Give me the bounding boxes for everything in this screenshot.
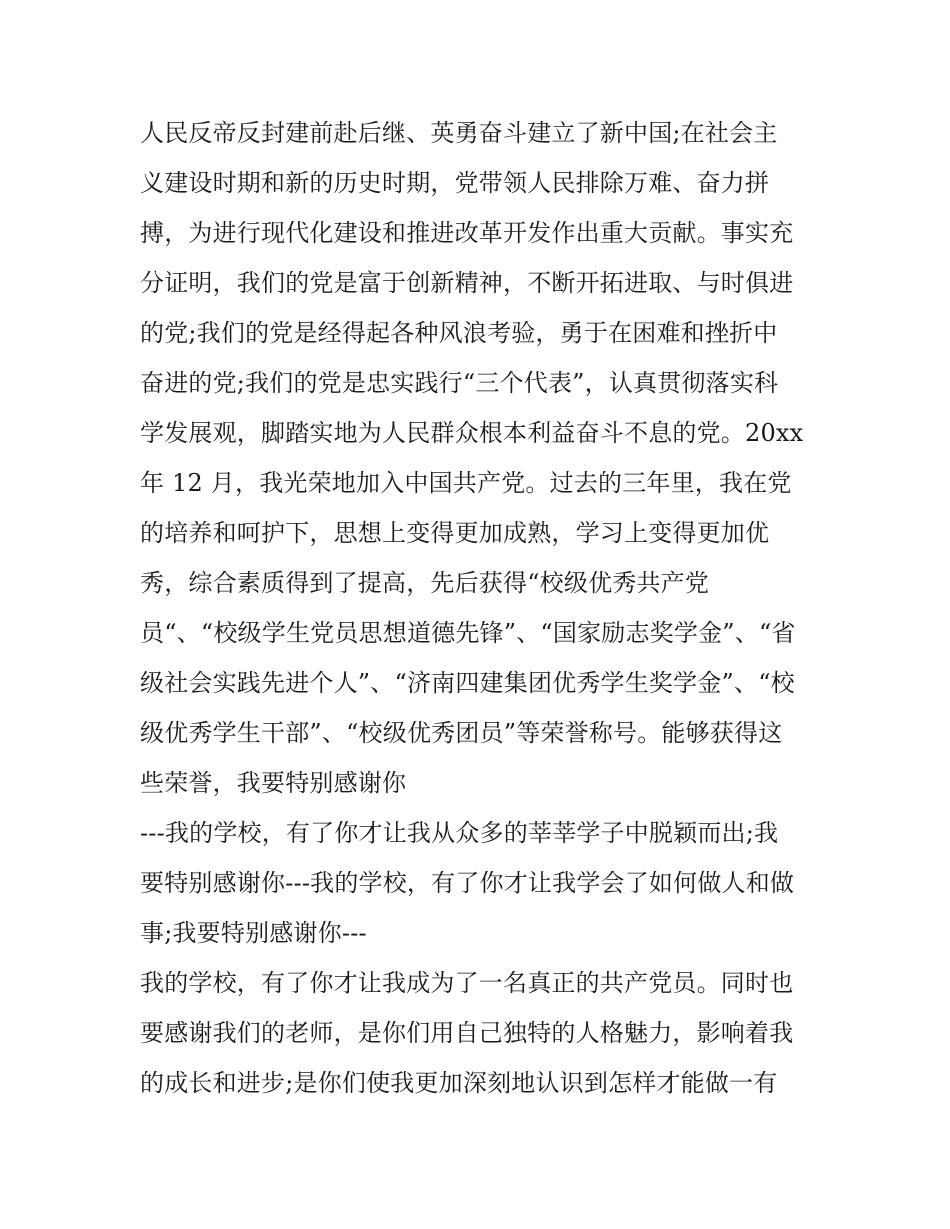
text-line: 要感谢我们的老师，是你们用自己独特的人格魅力，影响着我 <box>140 1019 794 1047</box>
text-line: 我的学校，有了你才让我成为了一名真正的共产党员。同时也 <box>140 969 794 997</box>
text-line: 的培养和呵护下，思想上变得更加成熟，学习上变得更加优 <box>140 519 770 547</box>
text-line: 要特别感谢你---我的学校，有了你才让我学会了如何做人和做 <box>140 869 795 897</box>
text-line: 秀，综合素质得到了提高，先后获得“校级优秀共产党 <box>140 569 710 597</box>
text-line: 义建设时期和新的历史时期，党带领人民排除万难、奋力拼 <box>140 169 770 197</box>
body-text <box>140 108 830 1108</box>
text-line: 奋进的党;我们的党是忠实践行“三个代表”，认真贯彻落实科 <box>140 369 779 397</box>
text-line: 搏，为进行现代化建设和推进改革开发作出重大贡献。事实充 <box>140 219 794 247</box>
text-line: 些荣誉，我要特别感谢你 <box>140 769 407 797</box>
text-line: 的党;我们的党是经得起各种风浪考验，勇于在困难和挫折中 <box>140 319 778 347</box>
text-line: 员“、“校级学生党员思想道德先锋”、“国家励志奖学金”、“省 <box>140 619 796 647</box>
text-line: ---我的学校，有了你才让我从众多的莘莘学子中脱颖而出;我 <box>140 819 779 847</box>
text-line: 级优秀学生干部”、“校级优秀团员”等荣誉称号。能够获得这 <box>140 719 783 747</box>
text-line: 事;我要特别感谢你--- <box>140 919 367 947</box>
text-line: 人民反帝反封建前赴后继、英勇奋斗建立了新中国;在社会主 <box>140 119 778 147</box>
text-line: 的成长和进步;是你们使我更加深刻地认识到怎样才能做一有 <box>140 1069 778 1097</box>
text-line: 年 12 月，我光荣地加入中国共产党。过去的三年里，我在党 <box>140 469 792 497</box>
text-line: 学发展观，脚踏实地为人民群众根本利益奋斗不息的党。20xx <box>140 419 804 447</box>
text-line: 分证明，我们的党是富于创新精神，不断开拓进取、与时俱进 <box>140 269 794 297</box>
text-line: 级社会实践先进个人”、“济南四建集团优秀学生奖学金”、“校 <box>140 669 795 697</box>
